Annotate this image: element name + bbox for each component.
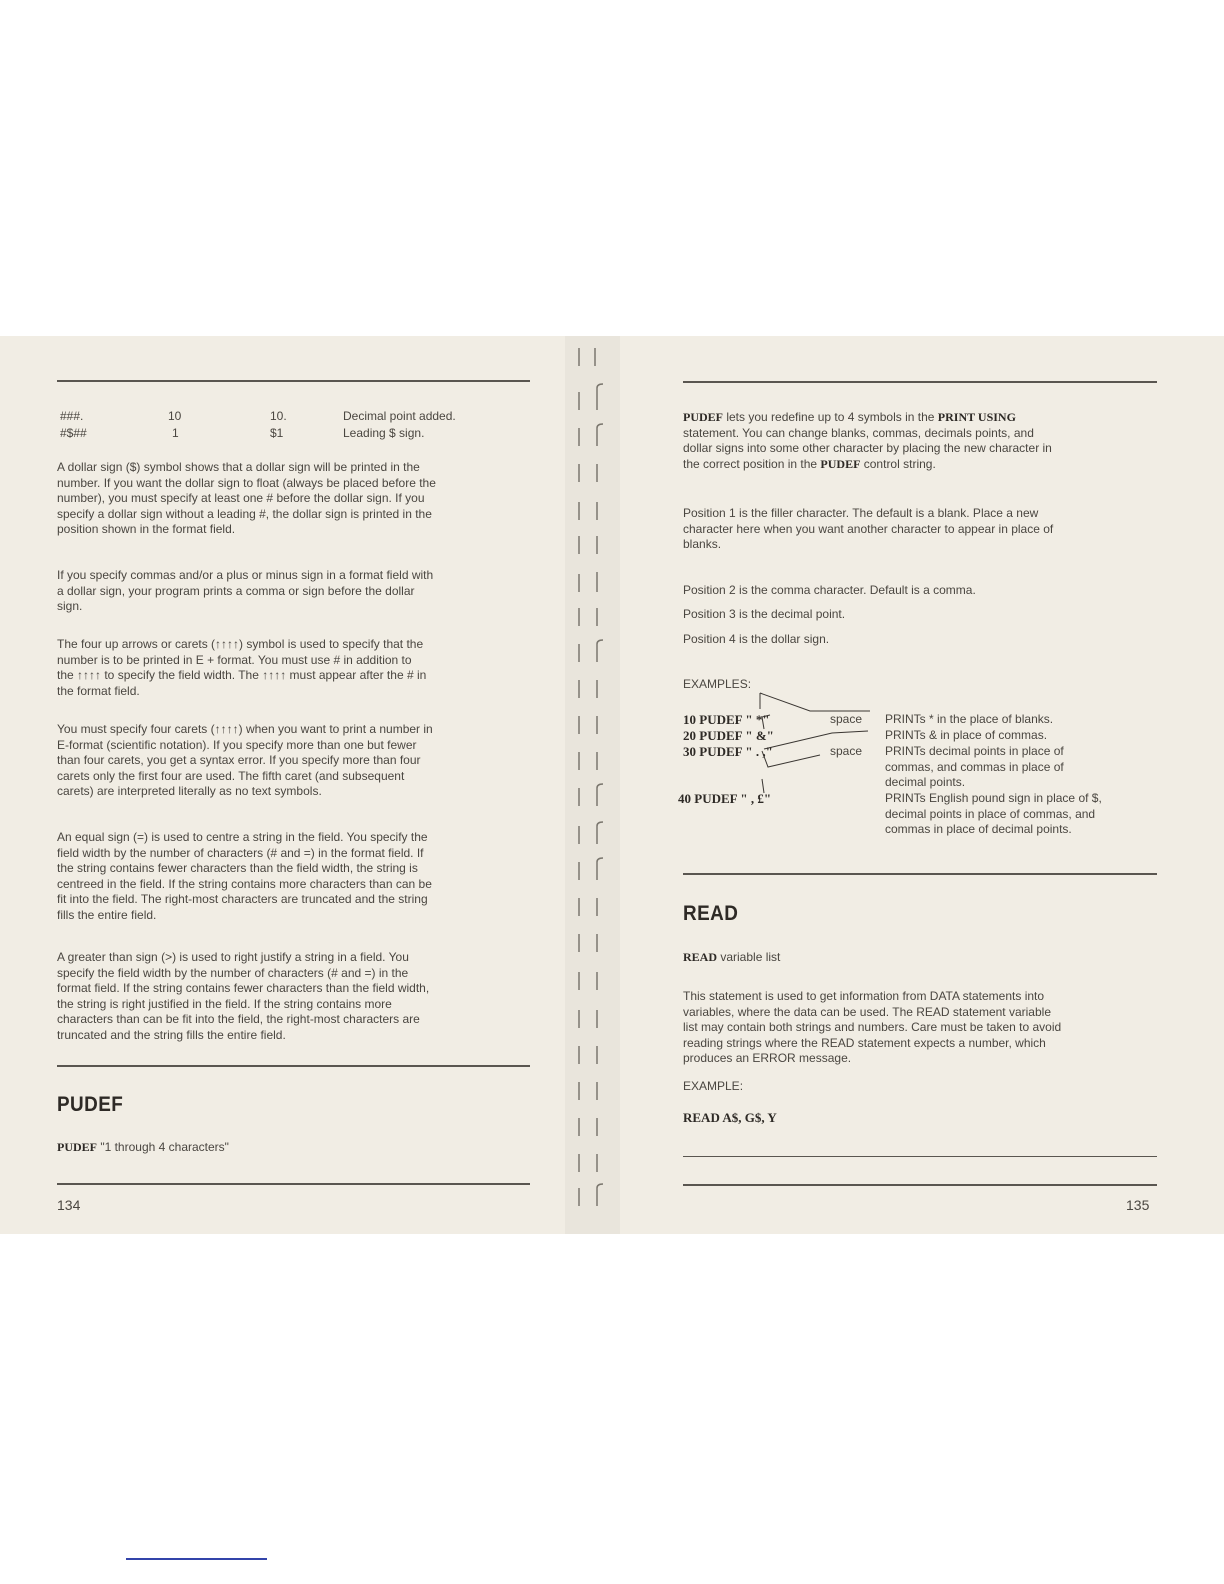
intro-text-2: statement. You can change blanks, commas, decimals points, and dollar signs into some other character by placing the new character in the correct position in the	[683, 425, 1052, 471]
pudef-syntax	[57, 1140, 229, 1156]
read-example-code: READ A$, G$, Y	[683, 1110, 777, 1125]
paragraph-greater-than: A greater than sign (>) is used to right justify a string in a field. You specify the field width by the number of characters (# and =) in the format field. If the string contains fewer characters than the field width, the string is right justified in the field. If the string contains more characters than can be fit into the field, the right-most characters are truncated and the string fills the entire field.	[57, 950, 430, 1042]
pudef-heading: PUDEF	[57, 1093, 124, 1116]
top-rule-right	[683, 381, 1157, 383]
bottom-rule-right-1	[683, 1156, 1157, 1157]
footer-link-underline	[126, 1558, 267, 1560]
paragraph-carets-e-format: The four up arrows or carets (↑↑↑↑) symbol is used to specify that the number is to be printed in E + format. You must use # in addition to the ↑↑↑↑ to specify the field width. The ↑↑↑↑ must appear after the # in the format field.	[57, 637, 427, 698]
right-page	[620, 336, 1224, 1234]
example-code-1: 10 PUDEF " *"	[683, 712, 770, 727]
pudef-syntax-args: "1 through 4 characters"	[97, 1140, 229, 1154]
example-desc-3: PRINTs decimal points in place of commas, and commas in place of decimal points.	[885, 744, 1064, 789]
page-number-left: 134	[57, 1197, 81, 1213]
position-3-text: Position 3 is the decimal point.	[683, 607, 846, 621]
table-value-1: 10	[168, 409, 182, 423]
read-syntax-keyword: READ	[683, 950, 718, 964]
read-heading: READ	[683, 902, 739, 925]
read-syntax-args: variable list	[717, 950, 781, 964]
pudef-syntax-keyword: PUDEF	[57, 1140, 97, 1154]
intro-keyword-pudef-2: PUDEF	[820, 456, 861, 471]
position-1-text: Position 1 is the filler character. The default is a blank. Place a new character here when you want another character to appear in place of blanks.	[683, 506, 1054, 551]
intro-text-1: lets you redefine up to 4 symbols in the	[723, 410, 938, 424]
binding-marks	[565, 336, 620, 1234]
example-desc-1: PRINTs * in the place of blanks.	[885, 712, 1054, 726]
example-code-4: 40 PUDEF " , £"	[678, 791, 772, 806]
example-desc-2: PRINTs & in place of commas.	[885, 728, 1048, 742]
table-format-2: #$##	[60, 426, 87, 440]
paragraph-dollar-sign: A dollar sign ($) symbol shows that a dollar sign will be printed in the number. If you want the dollar sign to float (always be placed before the number), you must specify at least one # before the dollar sign. If you specify a dollar sign without a leading #, the dollar sign is printed in the position shown in the format field.	[57, 460, 436, 536]
read-example-label: EXAMPLE:	[683, 1079, 744, 1093]
table-desc-2: Leading $ sign.	[343, 426, 425, 440]
table-result-1: 10.	[270, 409, 287, 423]
example-note-1: space	[830, 712, 863, 726]
paragraph-equal-sign: An equal sign (=) is used to centre a string in the field. You specify the field width by the number of characters (# and =) in the format field. If the string contains fewer characters than the field width, the string is centreed in the field. If the string contains more characters than can be fit into the field. The right-most characters are truncated and the string fills the entire field.	[57, 830, 432, 922]
table-value-2: 1	[172, 426, 179, 440]
example-code-3: 30 PUDEF " . ,"	[683, 744, 773, 759]
intro-keyword-pudef: PUDEF	[683, 410, 723, 424]
intro-keyword-print-using: PRINT USING	[937, 410, 1016, 424]
paragraph-commas: If you specify commas and/or a plus or minus sign in a format field with a dollar sign, your program prints a comma or sign before the dollar sign.	[57, 568, 434, 613]
bottom-rule-left	[57, 1183, 530, 1185]
pudef-rule	[57, 1065, 530, 1067]
page-number-right: 135	[1126, 1197, 1150, 1213]
pudef-intro	[683, 410, 1052, 472]
table-result-2: $1	[270, 426, 284, 440]
paragraph-four-carets: You must specify four carets (↑↑↑↑) when you want to print a number in E-format (scientific notation). If you specify more than one but fewer than four carets, you get a syntax error. If you specify more than four carets only the first four are used. The fifth caret (and subsequent carets) are interpreted literally as no text symbols.	[57, 722, 433, 798]
example-desc-4: PRINTs English pound sign in place of $, decimal points in place of commas, and commas in place of decimal points.	[885, 791, 1102, 836]
position-2-text: Position 2 is the comma character. Default is a comma.	[683, 583, 976, 597]
example-code-2: 20 PUDEF " &"	[683, 728, 774, 743]
example-note-3: space	[830, 744, 863, 758]
examples-label: EXAMPLES:	[683, 677, 752, 691]
bottom-rule-right-2	[683, 1184, 1157, 1186]
read-syntax	[683, 950, 780, 966]
spiral-binding	[565, 336, 620, 1234]
table-format-1: ###.	[60, 409, 84, 423]
read-rule	[683, 873, 1157, 875]
table-desc-1: Decimal point added.	[343, 409, 456, 423]
intro-text-3: control string.	[860, 456, 936, 471]
position-4-text: Position 4 is the dollar sign.	[683, 632, 830, 646]
left-page	[0, 336, 565, 1234]
top-rule	[57, 380, 530, 382]
book-spread	[0, 336, 1224, 1234]
read-description: This statement is used to get information from DATA statements into variables, where the data can be used. The READ statement variable list may contain both strings and numbers. Care must be taken to avoid reading strings where the READ statement expects a number, which produces an ERROR message.	[683, 989, 1062, 1065]
